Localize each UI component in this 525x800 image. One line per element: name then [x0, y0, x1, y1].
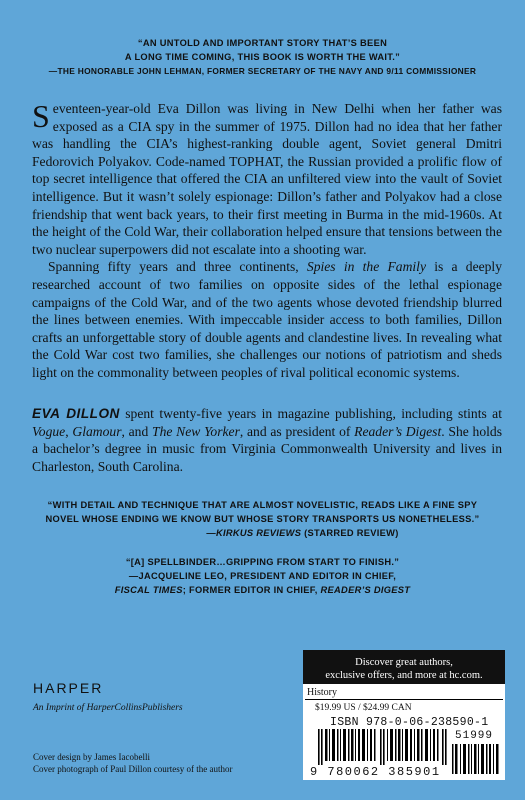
design-credit: Cover design by James Iacobelli	[33, 752, 150, 762]
promo-box: Discover great authors, exclusive offers, and more at hc.com.	[303, 650, 505, 684]
leo-blurb: “[A] SPELLBINDER…GRIPPING FROM START TO FINISH.” —JACQUELINE LEO, PRESIDENT AND EDITOR IN CHIEF, FISCAL TIMES; FORMER EDITOR IN CHIEF, READER’S DIGEST	[114, 557, 411, 595]
top-blurb-attribution: —THE HONORABLE JOHN LEHMAN, FORMER SECRETARY OF THE NAVY AND 9/11 COMMISSIONER	[48, 66, 477, 76]
price-label: $19.99 US / $24.99 CAN	[315, 703, 412, 713]
author-name: EVA DILLON	[32, 406, 120, 421]
description-paragraph-2: Spanning fifty years and three continents, Spies in the Family is a deeply researched account of two families on opposite sides of the lethal espionage campaigns of the Cold War, and of the two agents whose devoted friendship blurred the lines between enemies. With impeccable insider access to both families, Dillon crafts an unforgettable story of double agents and clandestine lives. In revealing what the Cold War cost two families, she challenges our notions of patriotism and sheds light on the commonality between peoples of rival political economic systems.	[32, 259, 503, 380]
top-blurb-line1: “AN UNTOLD AND IMPORTANT STORY THAT’S BEEN	[137, 38, 388, 48]
top-blurb	[0, 36, 525, 78]
description-paragraph-1: Seventeen-year-old Eva Dillon was living in New Delhi when her father was exposed as a CIA spy in the summer of 1975. Dillon had no idea that her father was handling the CIA’s highest-ranking double agent, Soviet general Dmitri Fedorovich Polyakov. Code-named TOPHAT, the Russian provided a prolific flow of top secret intelligence that offered the CIA an unfiltered view into the vault of Soviet intelligence. But it wasn’t solely espionage: Dillon’s father and Polyakov had a close friendship that went back years, to their first meeting in Burma in the mid-1960s. At the height of the Cold War, their collaboration helped ensure that tensions between the two nuclear superpowers did not escalate into a shooting war.	[32, 98, 502, 257]
author-bio: EVA DILLON spent twenty-five years in magazine publishing, including stints at Vogue, Glamour, and The New Yorker, and as president of Reader’s Digest. She holds a bachelor’s degree in music from Virginia Commonwealth University and lives in Charleston, South Carolina.	[32, 406, 502, 474]
barcode-main	[318, 729, 448, 765]
barcode-addon	[452, 744, 500, 774]
ean-number: 9 780062 385901	[310, 765, 441, 779]
addon-number: 51999	[455, 730, 494, 742]
book-title: Spies in the Family	[306, 259, 426, 275]
photo-credit: Cover photograph of Paul Dillon courtesy of the author	[33, 764, 233, 774]
kirkus-blurb: “WITH DETAIL AND TECHNIQUE THAT ARE ALMOST NOVELISTIC, READS LIKE A FINE SPY NOVEL WHOSE ENDING WE KNOW BUT WHOSE STORY TRANSPORTS US NONETHELESS.” —KIRKUS REVIEWS (STARRED REVIEW)	[0, 498, 525, 540]
dropcap: S	[32, 98, 50, 134]
kirkus-attribution: —KIRKUS REVIEWS (STARRED REVIEW)	[206, 528, 399, 538]
imprint-line: An Imprint of HarperCollinsPublishers	[33, 703, 183, 713]
cover-credits	[33, 751, 232, 775]
book-description	[32, 100, 502, 382]
publisher-logo: HARPER	[33, 680, 104, 696]
category-label: History	[305, 686, 503, 700]
isbn-label: ISBN 978-0-06-238590-1	[330, 716, 489, 729]
top-blurb-line2: A LONG TIME COMING, THIS BOOK IS WORTH THE WAIT.”	[124, 52, 401, 62]
